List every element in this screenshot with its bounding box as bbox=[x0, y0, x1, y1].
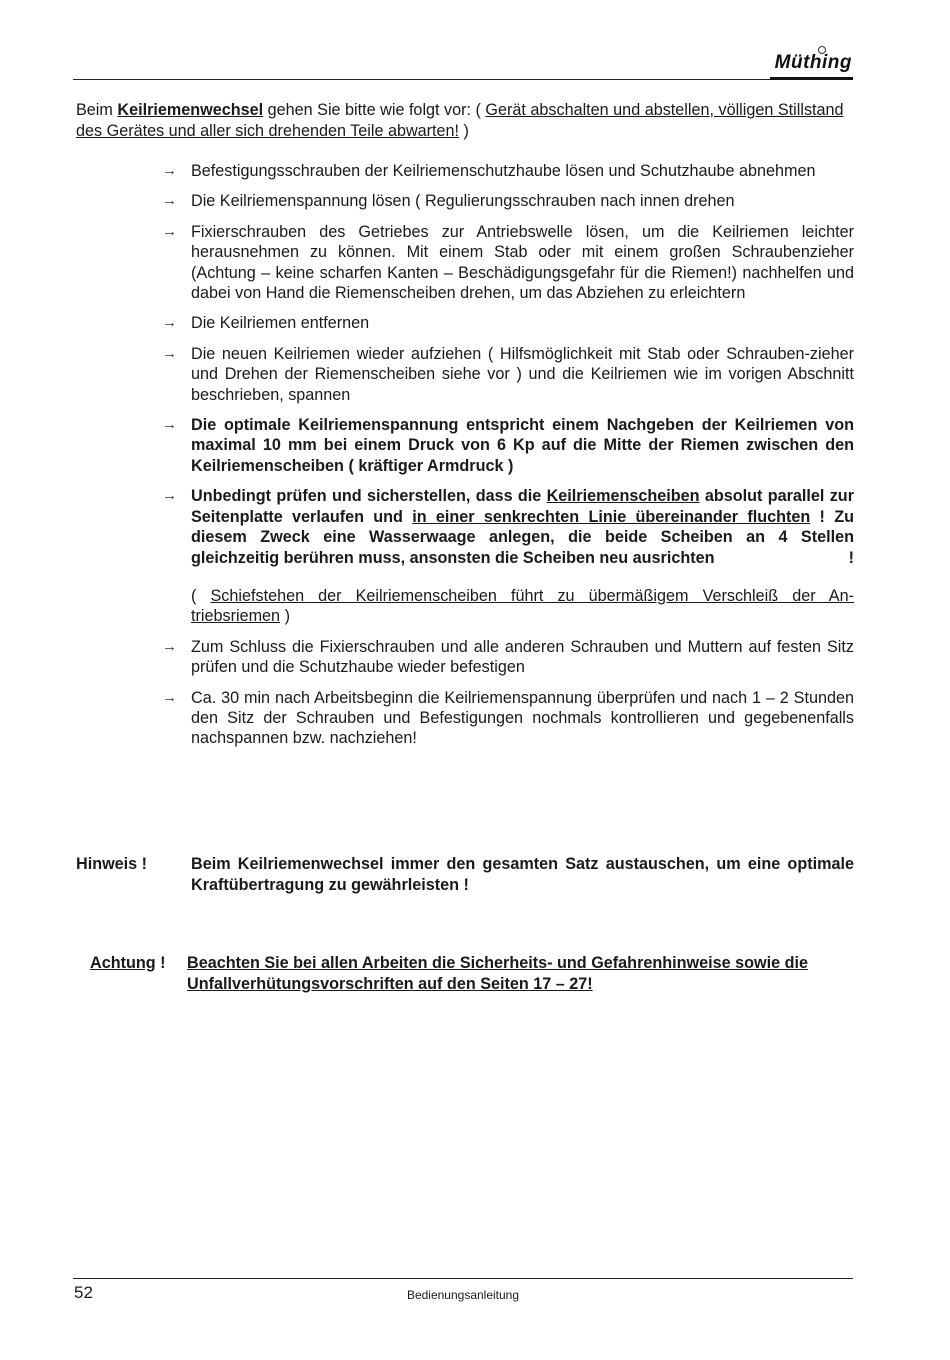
step7-text-e: ! Zu diesem Zweck eine Wasserwaage anlegen, die beide Scheiben an 4 Stellen gleichzeitig berühren muss, ansonsten die Scheiben neu ausrichten bbox=[191, 507, 854, 567]
arrow-icon: → bbox=[162, 314, 177, 332]
intro-keyword: Keilriemenwechsel bbox=[117, 101, 264, 119]
intro-post: ) bbox=[459, 121, 469, 140]
footer-rule bbox=[73, 1278, 853, 1279]
step-text: Die Keilriemenspannung lösen ( Regulierungsschrauben nach innen drehen bbox=[191, 192, 735, 211]
note-open: ( bbox=[191, 586, 211, 605]
arrow-icon: → bbox=[162, 222, 177, 240]
step-text: Befestigungsschrauben der Keilriemenschutzhaube lösen und Schutzhaube abnehmen bbox=[191, 162, 816, 180]
warning-label-word: Achtung bbox=[90, 954, 156, 972]
brand-logo: Müthing bbox=[774, 52, 852, 73]
note-paragraph bbox=[76, 586, 854, 627]
warning-label-excl: ! bbox=[155, 954, 166, 972]
list-item bbox=[76, 191, 854, 211]
intro-pre: Beim bbox=[76, 101, 118, 119]
list-item bbox=[76, 688, 854, 749]
header-rule bbox=[73, 79, 853, 80]
hint-label: Hinweis ! bbox=[76, 855, 148, 873]
list-item bbox=[76, 415, 854, 476]
step7-emphasis: in einer senkrechten Linie übereinander fluchten bbox=[412, 507, 811, 526]
header-rule-accent bbox=[770, 77, 853, 80]
step-text: Die Keilriemen entfernen bbox=[191, 314, 370, 333]
step7-exclamation: ! bbox=[848, 548, 854, 567]
intro-warning: Gerät abschalten und abstellen, völligen Stillstand des Gerätes und aller sich drehenden Teile abwarten! bbox=[76, 101, 844, 140]
step7-text-c: absolut parallel zur Seitenplatte verlaufen und bbox=[191, 487, 854, 526]
list-item bbox=[76, 313, 854, 333]
footer-title: Bedienungsanleitung bbox=[406, 1288, 520, 1302]
step-text: Ca. 30 min nach Arbeitsbeginn die Keilriemenspannung überprüfen und nach 1 – 2 Stunden den Sitz der Schrauben und Befestigungen nochmals kontrollieren und gegebenenfalls nachspannen bzw. nachziehen! bbox=[191, 688, 854, 748]
warning-text: Beachten Sie bei allen Arbeiten die Sicherheits- und Gefahrenhinweise sowie die Unfallverhütungsvorschriften auf den Seiten 17 – 27! bbox=[187, 954, 808, 993]
intro-mid: gehen Sie bitte wie folgt vor: ( bbox=[263, 101, 486, 119]
list-item bbox=[76, 637, 854, 678]
warning-label bbox=[90, 953, 166, 974]
arrow-icon: → bbox=[162, 344, 177, 362]
step-text-bold: Die optimale Keilriemenspannung entspricht einem Nachgeben der Keilriemen von maximal 10 mm bei einem Druck von 6 Kp auf die Mitte der Riemen zwischen den Keilriemenscheiben ( kräftiger Armdruck ) bbox=[191, 416, 854, 475]
page-number: 52 bbox=[74, 1283, 93, 1302]
arrow-icon: → bbox=[162, 416, 177, 434]
list-item bbox=[76, 222, 854, 304]
step7-text-a: Unbedingt prüfen und sicherstellen, dass die bbox=[191, 487, 547, 506]
arrow-icon: → bbox=[162, 162, 177, 179]
arrow-icon: → bbox=[162, 487, 177, 505]
step-text: Fixierschrauben des Getriebes zur Antriebswelle lösen, um die Keilriemen leichter herausnehmen zu können. Mit einem Stab oder mit einem großen Schraubenzieher (Achtung – keine scharfen Kanten – Beschädigungsgefahr für die Riemen!) nachhelfen und dabei von Hand die Riemenscheiben drehen, um das Abziehen zu erleichtern bbox=[191, 222, 854, 303]
step-text: Die neuen Keilriemen wieder aufziehen ( Hilfsmöglichkeit mit Stab oder Schrauben-zieher und Drehen der Riemenscheiben siehe vor ) und die Keilriemen wie im vorigen Abschnitt beschrieben, spannen bbox=[191, 344, 854, 404]
intro-paragraph bbox=[76, 100, 854, 141]
arrow-icon: → bbox=[162, 688, 177, 706]
steps-list bbox=[76, 161, 854, 749]
list-item bbox=[76, 161, 854, 181]
note-text: Schiefstehen der Keilriemenscheiben führt zu übermäßigem Verschleiß der An-triebsriemen bbox=[191, 586, 854, 626]
arrow-icon: → bbox=[162, 637, 177, 655]
note-close: ) bbox=[280, 607, 290, 626]
arrow-icon: → bbox=[162, 192, 177, 210]
hint-text: Beim Keilriemenwechsel immer den gesamten Satz austauschen, um eine optimale Kraftübertragung zu gewährleisten ! bbox=[191, 855, 854, 894]
step-text: Zum Schluss die Fixierschrauben und alle anderen Schrauben und Muttern auf festen Sitz prüfen und die Schutzhaube wieder befestigen bbox=[191, 637, 854, 677]
hint-block bbox=[76, 854, 854, 895]
list-item bbox=[76, 486, 854, 568]
step7-keyword: Keilriemenscheiben bbox=[546, 487, 700, 506]
warning-block bbox=[90, 953, 850, 994]
list-item bbox=[76, 344, 854, 405]
